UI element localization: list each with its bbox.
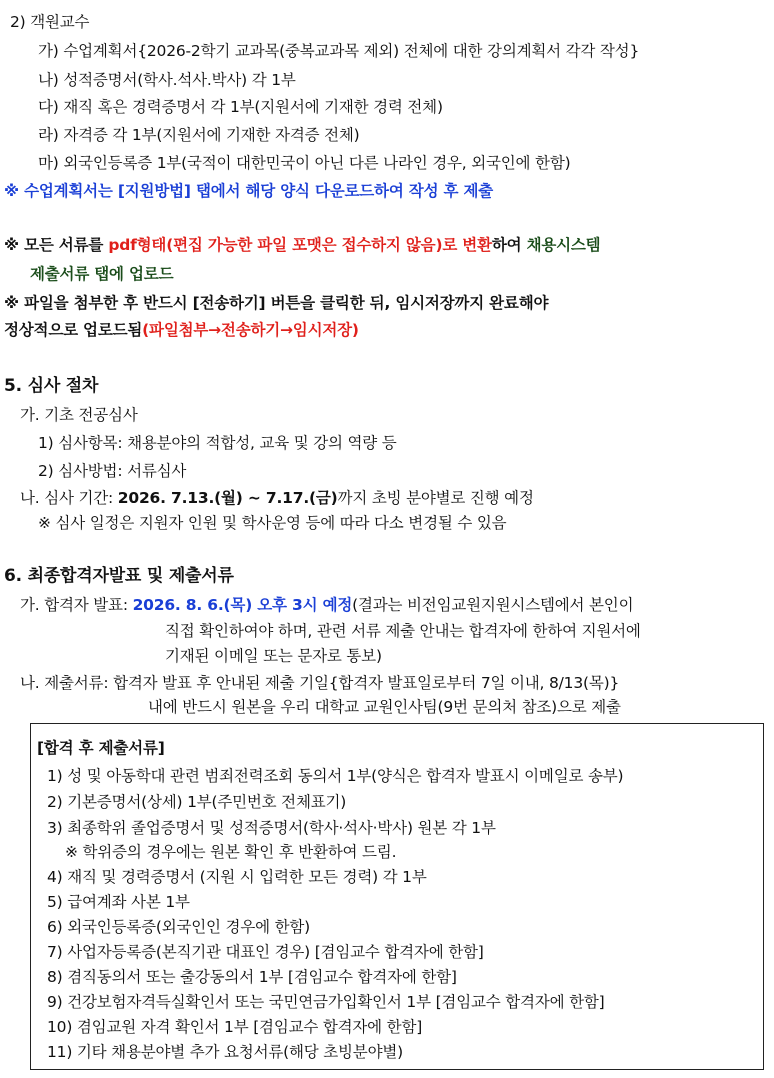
required-documents-box [30,723,764,1070]
announcement-line3: 기재된 이메일 또는 문자로 통보) [165,647,382,665]
list-item: 5) 급여계좌 사본 1부 [47,893,190,911]
list-item: 11) 기타 채용분야별 추가 요청서류(해당 초빙분야별) [47,1043,403,1061]
submit-notice-line1: ※ 파일을 첨부한 후 반드시 [전송하기] 버튼을 클릭한 뒤, 임시저장까지 완료해야 [4,294,549,312]
review-period-dates: 2026. 7.13.(월) ~ 7.17.(금) [117,489,338,507]
review-period-desc: 까지 초빙 분야별로 진행 예정 [337,489,534,507]
section-title-visiting-professor: 2) 객원교수 [10,13,90,31]
section-title-review: 5. 심사 절차 [4,376,99,396]
list-item: 나) 성적증명서(학사.석사.박사) 각 1부 [38,71,296,89]
box-title: [합격 후 제출서류] [37,739,165,757]
list-item: 2) 기본증명서(상세) 1부(주민번호 전체표기) [47,793,347,811]
list-item: 10) 겸임교원 자격 확인서 1부 [겸임교수 합격자에 한함] [47,1018,423,1036]
list-item: 가. 기초 전공심사 [20,406,138,424]
list-item: 다) 재직 혹은 경력증명서 각 1부(지원서에 기재한 경력 전체) [38,98,443,116]
list-item: 8) 겸직동의서 또는 출강동의서 1부 [겸임교수 합격자에 한함] [47,968,457,986]
list-item: 라) 자격증 각 1부(지원서에 기재한 자격증 전체) [38,126,360,144]
notice-pdf-highlight: pdf형태(편집 가능한 파일 포맷은 접수하지 않음)로 변환 [108,236,492,254]
notice-steps-highlight: (파일첨부→전송하기→임시저장) [142,321,359,339]
list-item: 마) 외국인등록증 1부(국적이 대한민국이 아닌 다른 나라인 경우, 외국인에 한함) [38,154,571,172]
upload-notice-line2: 제출서류 탭에 업로드 [30,265,174,283]
review-period [20,488,534,508]
documents-line1: 나. 제출서류: 합격자 발표 후 안내된 제출 기일{합격자 발표일로부터 7일 이내, 8/13(목)} [20,674,620,692]
review-period-label: 나. 심사 기간: [20,489,118,507]
notice-text: 하여 [491,236,527,254]
list-item: 2) 심사방법: 서류심사 [38,462,187,480]
syllabus-note: ※ 수업계획서는 [지원방법] 탭에서 해당 양식 다운로드하여 작성 후 제출 [4,182,494,200]
section-title-final-results: 6. 최종합격자발표 및 제출서류 [4,566,234,586]
documents-line2: 내에 반드시 원본을 우리 대학교 교원인사팀(9번 문의처 참조)으로 제출 [148,698,621,716]
upload-notice-line1 [4,235,600,255]
announcement-line1 [20,595,633,615]
list-item: 가) 수업계획서{2026-2학기 교과목(중복교과목 제외) 전체에 대한 강의계획서 각각 작성} [38,42,640,60]
announcement-line2: 직접 확인하여야 하며, 관련 서류 제출 안내는 합격자에 한하여 지원서에 [165,622,641,640]
list-item: 9) 건강보험자격득실확인서 또는 국민연금가입확인서 1부 [겸임교수 합격자에 한함] [47,993,605,1011]
notice-text: 정상적으로 업로드됨 [4,321,143,339]
announcement-desc: (결과는 비전임교원지원시스템에서 본인이 [352,596,634,614]
list-item: 4) 재직 및 경력증명서 (지원 시 입력한 모든 경력) 각 1부 [47,868,427,886]
list-item: 6) 외국인등록증(외국인인 경우에 한함) [47,918,310,936]
list-item: 1) 심사항목: 채용분야의 적합성, 교육 및 강의 역량 등 [38,434,397,452]
notice-system-highlight: 채용시스템 [526,236,601,254]
list-item: 3) 최종학위 졸업증명서 및 성적증명서(학사·석사·박사) 원본 각 1부 [47,819,496,837]
announcement-date: 2026. 8. 6.(목) 오후 3시 예정 [132,596,353,614]
notice-text: ※ 모든 서류를 [4,236,109,254]
announcement-label: 가. 합격자 발표: [20,596,133,614]
list-item: 7) 사업자등록증(본직기관 대표인 경우) [겸임교수 합격자에 한함] [47,943,484,961]
submit-notice-line2 [4,320,359,340]
list-item-note: ※ 학위증의 경우에는 원본 확인 후 반환하여 드림. [65,843,397,861]
list-item: 1) 성 및 아동학대 관련 범죄전력조회 동의서 1부(양식은 합격자 발표시 이메일로 송부) [47,767,624,785]
review-note: ※ 심사 일정은 지원자 인원 및 학사운영 등에 따라 다소 변경될 수 있음 [38,514,507,532]
